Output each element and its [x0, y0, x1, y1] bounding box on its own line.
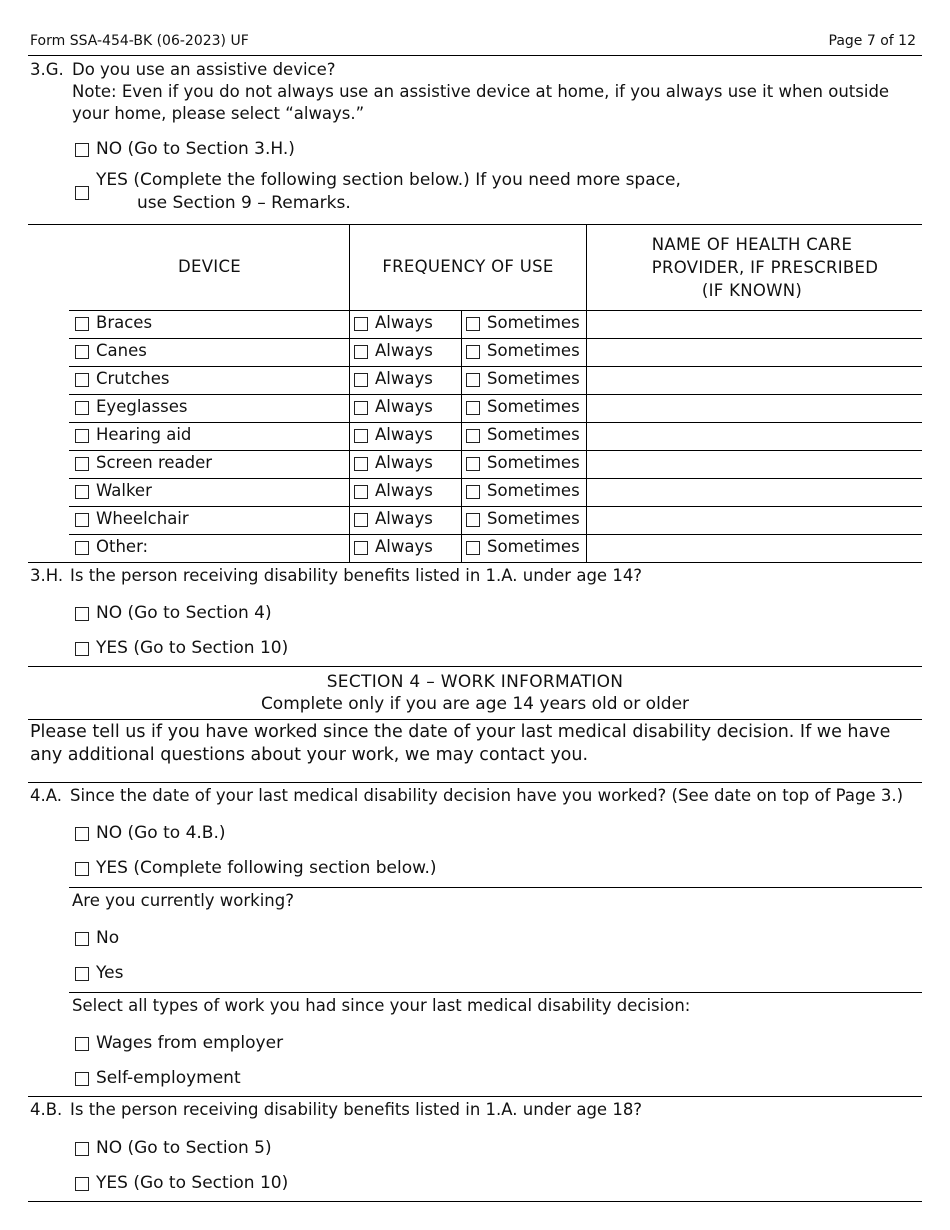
device-walker-label: Walker: [96, 481, 152, 500]
q3h-question: Is the person receiving disability benefits listed in 1.A. under age 14?: [70, 566, 643, 585]
device-other-always-checkbox[interactable]: [354, 541, 368, 555]
device-crutches-sometimes-label: Sometimes: [487, 369, 580, 388]
device-hearing-aid-sometimes-label: Sometimes: [487, 425, 580, 444]
q3g-no-checkbox[interactable]: [75, 143, 89, 157]
q3g-number: 3.G.: [30, 60, 64, 79]
q4a-question: Since the date of your last medical disability decision have you worked? (See date on top of Page 3.): [70, 786, 904, 805]
device-eyeglasses-label: Eyeglasses: [96, 397, 188, 416]
device-wheelchair-label: Wheelchair: [96, 509, 189, 528]
q3g-yes-label-line1: YES (Complete the following section below.) If you need more space,: [96, 170, 681, 190]
device-wheelchair-checkbox[interactable]: [75, 513, 89, 527]
current-yes-label: Yes: [96, 963, 124, 983]
device-hearing-aid-checkbox[interactable]: [75, 429, 89, 443]
col-frequency-header: FREQUENCY OF USE: [382, 257, 554, 276]
device-eyeglasses-checkbox[interactable]: [75, 401, 89, 415]
q4a-current-rule: [69, 887, 922, 888]
self-employment-label: Self-employment: [96, 1068, 241, 1088]
self-employment-checkbox[interactable]: [75, 1072, 89, 1086]
col-device-header: DEVICE: [177, 257, 242, 276]
header-divider: [28, 55, 922, 56]
device-wheelchair-provider-field[interactable]: [588, 507, 920, 533]
wages-label: Wages from employer: [96, 1033, 284, 1053]
page-number: Page 7 of 12: [828, 33, 916, 49]
device-canes-provider-field[interactable]: [588, 339, 920, 365]
device-screen-reader-always-checkbox[interactable]: [354, 457, 368, 471]
device-canes-always-label: Always: [375, 341, 433, 360]
device-canes-sometimes-checkbox[interactable]: [466, 345, 480, 359]
q3h-no-checkbox[interactable]: [75, 607, 89, 621]
device-wheelchair-always-checkbox[interactable]: [354, 513, 368, 527]
wages-checkbox[interactable]: [75, 1037, 89, 1051]
col-provider-header-line2: PROVIDER, IF PRESCRIBED: [651, 258, 879, 277]
q4a-yes-checkbox[interactable]: [75, 862, 89, 876]
device-eyeglasses-sometimes-label: Sometimes: [487, 397, 580, 416]
device-walker-always-label: Always: [375, 481, 433, 500]
device-walker-sometimes-checkbox[interactable]: [466, 485, 480, 499]
form-id: Form SSA-454-BK (06-2023) UF: [30, 33, 249, 49]
q4a-number: 4.A.: [30, 786, 62, 805]
device-canes-sometimes-label: Sometimes: [487, 341, 580, 360]
device-crutches-always-label: Always: [375, 369, 433, 388]
q4b-number: 4.B.: [30, 1100, 63, 1119]
q4a-yes-label: YES (Complete following section below.): [96, 858, 437, 878]
q4b-no-checkbox[interactable]: [75, 1142, 89, 1156]
q4b-no-label: NO (Go to Section 5): [96, 1138, 272, 1158]
device-braces-label: Braces: [96, 313, 153, 332]
q4a-no-label: NO (Go to 4.B.): [96, 823, 226, 843]
device-screen-reader-sometimes-checkbox[interactable]: [466, 457, 480, 471]
device-hearing-aid-label: Hearing aid: [96, 425, 192, 444]
section4-title: SECTION 4 – WORK INFORMATION: [326, 672, 624, 692]
device-braces-sometimes-label: Sometimes: [487, 313, 580, 332]
q3h-yes-checkbox[interactable]: [75, 642, 89, 656]
device-wheelchair-always-label: Always: [375, 509, 433, 528]
q3g-no-label: NO (Go to Section 3.H.): [96, 139, 295, 159]
q4b-yes-checkbox[interactable]: [75, 1177, 89, 1191]
page-bottom-rule: [28, 1201, 922, 1202]
device-canes-label: Canes: [96, 341, 147, 360]
device-wheelchair-sometimes-checkbox[interactable]: [466, 513, 480, 527]
q4a-current-question: Are you currently working?: [72, 891, 294, 910]
device-crutches-provider-field[interactable]: [588, 367, 920, 393]
q3h-no-label: NO (Go to Section 4): [96, 603, 272, 623]
device-hearing-aid-provider-field[interactable]: [588, 423, 920, 449]
q4a-no-checkbox[interactable]: [75, 827, 89, 841]
device-crutches-checkbox[interactable]: [75, 373, 89, 387]
device-braces-always-label: Always: [375, 313, 433, 332]
device-braces-sometimes-checkbox[interactable]: [466, 317, 480, 331]
section4-intro-line2: any additional questions about your work, we may contact you.: [30, 745, 589, 765]
device-braces-provider-field[interactable]: [588, 311, 920, 337]
device-walker-checkbox[interactable]: [75, 485, 89, 499]
device-hearing-aid-always-label: Always: [375, 425, 433, 444]
current-no-label: No: [96, 928, 120, 948]
device-walker-sometimes-label: Sometimes: [487, 481, 580, 500]
device-screen-reader-sometimes-label: Sometimes: [487, 453, 580, 472]
device-eyeglasses-always-checkbox[interactable]: [354, 401, 368, 415]
q4b-top-rule: [28, 1096, 922, 1097]
section4-intro-line1: Please tell us if you have worked since the date of your last medical disability decision. If we have: [30, 722, 891, 742]
q4b-yes-label: YES (Go to Section 10): [96, 1173, 289, 1193]
col-provider-header-line1: NAME OF HEALTH CARE: [651, 235, 853, 254]
q3h-yes-label: YES (Go to Section 10): [96, 638, 289, 658]
device-wheelchair-sometimes-label: Sometimes: [487, 509, 580, 528]
device-crutches-sometimes-checkbox[interactable]: [466, 373, 480, 387]
device-canes-always-checkbox[interactable]: [354, 345, 368, 359]
current-yes-checkbox[interactable]: [75, 967, 89, 981]
section4-intro-rule: [28, 782, 922, 783]
device-other-provider-field[interactable]: [588, 535, 920, 561]
device-screen-reader-always-label: Always: [375, 453, 433, 472]
device-eyeglasses-provider-field[interactable]: [588, 395, 920, 421]
q3g-note-line2: your home, please select “always.”: [72, 104, 365, 123]
q3g-note-line1: Note: Even if you do not always use an assistive device at home, if you always use it when outside: [72, 82, 890, 101]
q3g-yes-label-line2: use Section 9 – Remarks.: [137, 193, 351, 213]
q4b-question: Is the person receiving disability benefits listed in 1.A. under age 18?: [70, 1100, 643, 1119]
q3h-number: 3.H.: [30, 566, 64, 585]
device-eyeglasses-always-label: Always: [375, 397, 433, 416]
device-screen-reader-label: Screen reader: [96, 453, 213, 472]
q3g-yes-checkbox[interactable]: [75, 186, 89, 200]
table-bottom-rule: [28, 562, 922, 563]
device-braces-checkbox[interactable]: [75, 317, 89, 331]
device-walker-provider-field[interactable]: [588, 479, 920, 505]
section4-top-rule: [28, 666, 922, 667]
device-eyeglasses-sometimes-checkbox[interactable]: [466, 401, 480, 415]
device-crutches-label: Crutches: [96, 369, 170, 388]
q4a-types-question: Select all types of work you had since your last medical disability decision:: [72, 996, 691, 1015]
col-provider-header-line3: (IF KNOWN): [701, 281, 803, 300]
device-walker-always-checkbox[interactable]: [354, 485, 368, 499]
device-other-sometimes-label: Sometimes: [487, 537, 580, 556]
section4-title-rule: [28, 719, 922, 720]
device-screen-reader-checkbox[interactable]: [75, 457, 89, 471]
q4a-types-rule: [69, 992, 922, 993]
device-other-always-label: Always: [375, 537, 433, 556]
device-canes-checkbox[interactable]: [75, 345, 89, 359]
device-hearing-aid-sometimes-checkbox[interactable]: [466, 429, 480, 443]
device-other-sometimes-checkbox[interactable]: [466, 541, 480, 555]
device-crutches-always-checkbox[interactable]: [354, 373, 368, 387]
device-braces-always-checkbox[interactable]: [354, 317, 368, 331]
device-other-label: Other:: [96, 537, 149, 556]
device-other-checkbox[interactable]: [75, 541, 89, 555]
q3g-question: Do you use an assistive device?: [72, 60, 336, 79]
section4-subtitle: Complete only if you are age 14 years old or older: [260, 694, 690, 714]
device-hearing-aid-always-checkbox[interactable]: [354, 429, 368, 443]
device-screen-reader-provider-field[interactable]: [588, 451, 920, 477]
current-no-checkbox[interactable]: [75, 932, 89, 946]
table-top-rule: [28, 224, 922, 225]
